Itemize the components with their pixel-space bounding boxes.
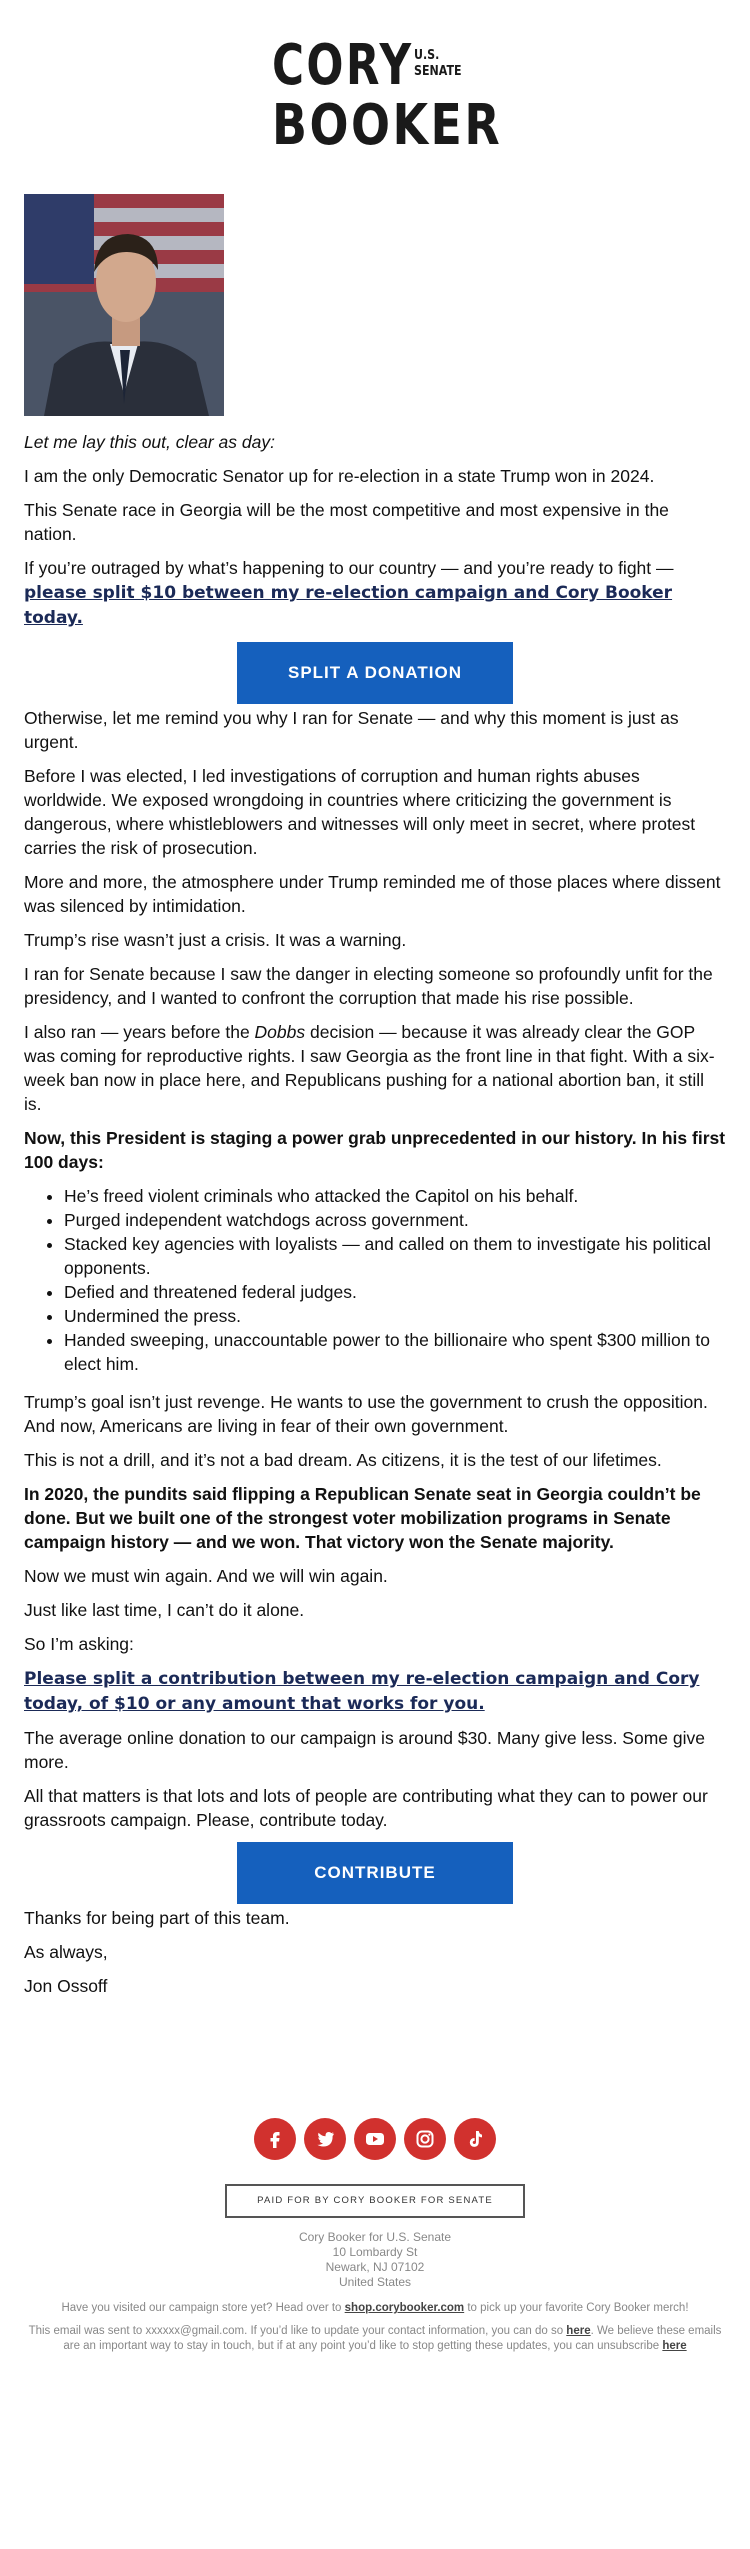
- paragraph: More and more, the atmosphere under Trump reminded me of those places where dissent was silenced by intimidation.: [24, 872, 721, 916]
- email-footer: [0, 2118, 750, 2354]
- fine-text: . We believe these emails are an important way to stay in touch, but if at any point you’d like to stop getting these updates, you can unsubscribe: [63, 2325, 722, 2352]
- paragraph-text: I also ran — years before the: [24, 1022, 255, 1042]
- mailing-address: [0, 2230, 750, 2290]
- list-item: • Undermined the press.: [64, 1304, 726, 1328]
- logo-senate: SENATE: [414, 64, 462, 79]
- candidate-photo: [24, 194, 224, 416]
- tiktok-icon[interactable]: [454, 2118, 496, 2160]
- address-line: Newark, NJ 07102: [325, 2260, 425, 2274]
- paragraph: [24, 556, 726, 630]
- split-donation-link[interactable]: please split $10 between my re-election campaign and Cory Booker today.: [24, 583, 673, 628]
- split-donation-button[interactable]: SPLIT A DONATION: [237, 642, 513, 704]
- paragraph: So I’m asking:: [24, 1634, 134, 1654]
- paid-for-disclaimer: PAID FOR BY CORY BOOKER FOR SENATE: [225, 2184, 525, 2218]
- dobbs-text: Dobbs: [254, 1022, 306, 1042]
- address-line: Cory Booker for U.S. Senate: [298, 2230, 452, 2244]
- paragraph: [24, 1666, 726, 1716]
- split-contribution-link[interactable]: Please split a contribution between my re-election campaign and Cory today, of $10 or any amount that works for you.: [24, 1669, 700, 1714]
- social-links: [0, 2118, 750, 2160]
- contribute-button[interactable]: CONTRIBUTE: [237, 1842, 513, 1904]
- paragraph: All that matters is that lots and lots of people are contributing what they can to power our grassroots campaign. Please, contribute today.: [24, 1786, 708, 1830]
- paragraph: Now we must win again. And we will win again.: [24, 1566, 388, 1586]
- store-text: Have you visited our campaign store yet? Head over to: [61, 2302, 345, 2314]
- intro-line: Let me lay this out, clear as day:: [24, 432, 275, 452]
- paragraph: The average online donation to our campaign is around $30. Many give less. Some give more.: [24, 1728, 705, 1772]
- fine-print: [20, 2324, 730, 2354]
- paragraph: As always,: [24, 1942, 108, 1962]
- paragraph-text: decision — because it was already clear the GOP was coming for reproductive rights. I saw Georgia as the front line in that fight. With a six-week ban now in place here, and Republicans pushing for a national abortion ban, it still is.: [24, 1022, 715, 1114]
- list-item: • Handed sweeping, unaccountable power to the billionaire who spent $300 million to elect him.: [64, 1328, 726, 1376]
- button-row: [24, 1842, 726, 1904]
- list-item: • Defied and threatened federal judges.: [64, 1280, 726, 1304]
- instagram-icon[interactable]: [404, 2118, 446, 2160]
- update-contact-link[interactable]: here: [566, 2325, 591, 2337]
- paragraph: I ran for Senate because I saw the danger in electing someone so profoundly unfit for the presidency, and I wanted to confront the corruption that made his rise possible.: [24, 964, 713, 1008]
- twitter-icon[interactable]: [304, 2118, 346, 2160]
- list-item: • Stacked key agencies with loyalists — and called on them to investigate his political opponents.: [64, 1232, 726, 1280]
- button-row: [24, 642, 726, 704]
- paragraph: Just like last time, I can’t do it alone.: [24, 1600, 305, 1620]
- paragraph-bold: Now, this President is staging a power grab unprecedented in our history. In his first 100 days:: [24, 1128, 726, 1172]
- paragraph: This is not a drill, and it’s not a bad dream. As citizens, it is the test of our lifetimes.: [24, 1450, 662, 1470]
- logo-us: U.S.: [414, 48, 440, 63]
- campaign-logo: [272, 33, 503, 158]
- list-item: • He’s freed violent criminals who attacked the Capitol on his behalf.: [64, 1184, 726, 1208]
- address-line: 10 Lombardy St: [332, 2245, 418, 2259]
- email-body: [24, 430, 726, 2008]
- facebook-icon[interactable]: [254, 2118, 296, 2160]
- first-100-days-list: [24, 1184, 726, 1376]
- paragraph: [24, 1020, 726, 1116]
- paragraph-bold: In 2020, the pundits said flipping a Republican Senate seat in Georgia couldn’t be done. But we built one of the strongest voter mobilization programs in Senate campaign history — and we won. That victory won the Senate majority.: [24, 1484, 701, 1552]
- paragraph: Trump’s rise wasn’t just a crisis. It was a warning.: [24, 930, 407, 950]
- logo-office: [414, 48, 462, 80]
- paragraph: I am the only Democratic Senator up for re-election in a state Trump won in 2024.: [24, 466, 655, 486]
- store-text: to pick up your favorite Cory Booker merch!: [464, 2302, 689, 2314]
- address-line: United States: [338, 2275, 412, 2289]
- paragraph: Before I was elected, I led investigations of corruption and human rights abuses worldwide. We exposed wrongdoing in countries where criticizing the government is dangerous, where whistleblowers and witnesses will only meet in secret, where protest carries the risk of prosecution.: [24, 766, 696, 858]
- youtube-icon[interactable]: [354, 2118, 396, 2160]
- unsubscribe-link[interactable]: here: [662, 2340, 687, 2352]
- list-item: • Purged independent watchdogs across government.: [64, 1208, 726, 1232]
- paragraph: Otherwise, let me remind you why I ran for Senate — and why this moment is just as urgent.: [24, 708, 679, 752]
- store-link[interactable]: shop.corybooker.com: [344, 2302, 465, 2314]
- store-promo: [0, 2302, 750, 2314]
- paragraph: Thanks for being part of this team.: [24, 1908, 290, 1928]
- paragraph: This Senate race in Georgia will be the most competitive and most expensive in the nation.: [24, 500, 669, 544]
- logo-last-name: BOOKER: [272, 93, 503, 158]
- logo-first-name: CORY: [272, 33, 414, 98]
- signature: Jon Ossoff: [24, 1976, 108, 1996]
- paragraph-text: If you’re outraged by what’s happening to our country — and you’re ready to fight —: [24, 558, 674, 578]
- paragraph: Trump’s goal isn’t just revenge. He wants to use the government to crush the opposition. And now, Americans are living in fear of their own government.: [24, 1392, 708, 1436]
- fine-text: This email was sent to xxxxxx@gmail.com. If you’d like to update your contact information, you can do so: [28, 2325, 567, 2337]
